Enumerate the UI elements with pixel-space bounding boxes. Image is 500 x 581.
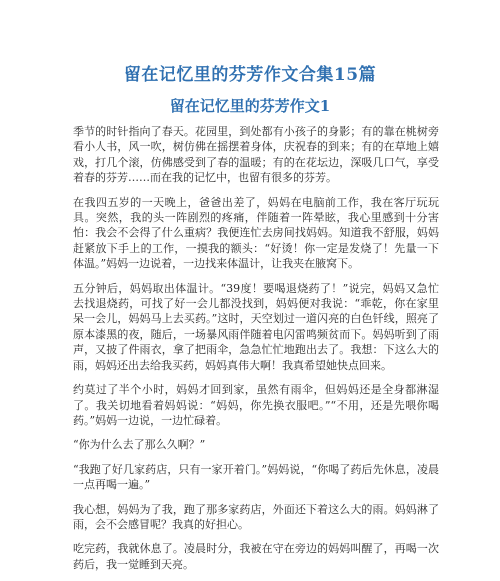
paragraph: “你为什么去了那么久啊？” <box>73 438 206 452</box>
article-body <box>73 124 439 581</box>
paragraph: 季节的时针指向了春天。花园里，到处都有小孩子的身影；有的靠在桃树旁看小人书，风一吹，树仿佛在摇摆着身体，庆祝春的到来；有的在草地上嬉戏，打几个滚，仿佛感受到了春的温暖；有的在花坛边，深吸几口气，享受着春的芬芳……而在我的记忆中，也留有很多的芬芳。 <box>73 125 439 185</box>
document-title: 留在记忆里的芬芳作文合集15篇 <box>123 65 377 85</box>
paragraph: 吃完药，我就休息了。凌晨时分，我被在守在旁边的妈妈叫醒了，再喝一次药后，我一觉睡到天亮。 <box>73 542 439 571</box>
paragraph: 我心想，妈妈为了我，跑了那多家药店，外面还下着这么大的雨。妈妈淋了雨，会不会感冒呢？我真的好担心。 <box>73 502 439 531</box>
paragraph: “我跑了好几家药店，只有一家开着门。”妈妈说，“你喝了药后先休息，凌晨一点再喝一遍。” <box>73 462 439 492</box>
paragraph: 五分钟后，妈妈取出体温计。“39度！要喝退烧药了！”说完，妈妈又急忙去找退烧药，可找了好一会儿都没找到，妈妈便对我说：“乖乾，你在家里呆一会儿，妈妈马上去买药。”这时，天空划过一道闪亮的白色钎线，照亮了原本漆黑的夜，随后，一场暴风雨伴随着电闪雷鸣频贫而下。妈妈听到了雨声，又披了件雨衣，拿了把雨伞，急急忙忙地跑出去了。我想：下这么大的雨，妈妈还出去给我买药，妈妈真伟大啊！我真希望她快点回来。 <box>73 281 439 372</box>
paragraph: 在我四五岁的一天晚上，爸爸出差了，妈妈在电脑前工作，我在客厅玩玩具。突然，我的头一阵剧烈的疼痛，伴随着一阵晕眩，我心里感到十分害怕：我会不会得了什么重病？我便连忙去房间找妈妈。知道我不舒服，妈妈赶紧放下手上的工作，一摸我的额头：“好烫！你一定是发烧了！先量一下体温。”妈妈一边说着，一边找来体温计，让我夹在腋窝下。 <box>73 195 439 271</box>
paragraph: 约莫过了半个小时，妈妈才回到家，虽然有雨伞，但妈妈还是全身都淋湿了。我关切地看着妈妈说：“妈妈，你先换衣服吧。”“不用，还是先喂你喝药。”妈妈一边说，一边忙碌着。 <box>73 383 439 427</box>
section-title: 留在记忆里的芬芳作文1 <box>169 97 331 115</box>
